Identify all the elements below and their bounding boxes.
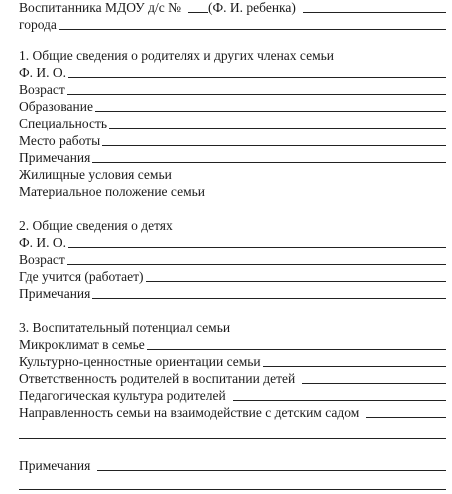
values-line: [19, 354, 446, 370]
footer-notes-continuation-field[interactable]: [19, 489, 446, 490]
values-label: Культурно-ценностные ориентации семьи: [19, 354, 261, 369]
child-study-line: [19, 269, 446, 285]
child-age-label: Возраст: [19, 252, 65, 267]
parent-education-line: [19, 99, 446, 115]
header-pupil-line: [19, 0, 446, 16]
child-fio-field[interactable]: [68, 247, 446, 248]
section1-title: 1. Общие сведения о родителях и других членах семьи: [19, 48, 335, 63]
child-name-field[interactable]: [303, 12, 446, 13]
parent-education-field[interactable]: [95, 111, 446, 112]
footer-notes-field[interactable]: [97, 470, 446, 471]
parent-specialty-label: Специальность: [19, 116, 108, 131]
pedagogical-label: Педагогическая культура родителей: [19, 388, 226, 403]
city-label: города: [19, 17, 57, 32]
parent-workplace-label: Место работы: [19, 133, 101, 148]
pupil-label: Воспитанника МДОУ д/с №: [19, 0, 181, 15]
microclimate-field[interactable]: [147, 349, 446, 350]
parent-age-line: [19, 82, 446, 98]
parent-specialty-line: [19, 116, 446, 132]
housing-line: [19, 167, 446, 183]
parent-notes-field[interactable]: [92, 162, 446, 163]
city-field[interactable]: [59, 29, 446, 30]
material-line: [19, 184, 446, 200]
direction-continuation-field[interactable]: [19, 438, 446, 439]
parent-age-label: Возраст: [19, 82, 65, 97]
section3-title: 3. Воспитательный потенциал семьи: [19, 320, 231, 335]
child-fio-line: [19, 235, 446, 251]
microclimate-label: Микроклимат в семье: [19, 337, 145, 352]
parent-education-label: Образование: [19, 99, 93, 114]
footer-notes-line: [19, 458, 446, 474]
material-label: Материальное положение семьи: [19, 184, 206, 199]
responsibility-line: [19, 371, 446, 387]
child-fio-label: Ф. И. О.: [19, 235, 67, 250]
parent-fio-label: Ф. И. О.: [19, 65, 67, 80]
child-study-label: Где учится (работает): [19, 269, 144, 284]
parent-notes-label: Примечания: [19, 150, 91, 165]
parent-workplace-line: [19, 133, 446, 149]
child-age-line: [19, 252, 446, 268]
parent-fio-field[interactable]: [68, 77, 446, 78]
pedagogical-field[interactable]: [233, 400, 446, 401]
child-notes-field[interactable]: [92, 298, 446, 299]
responsibility-label: Ответственность родителей в воспитании детей: [19, 371, 296, 386]
parent-specialty-field[interactable]: [109, 128, 446, 129]
responsibility-field[interactable]: [302, 383, 446, 384]
values-field[interactable]: [263, 366, 446, 367]
parent-workplace-field[interactable]: [102, 145, 446, 146]
direction-line: [19, 405, 446, 421]
child-age-field[interactable]: [67, 264, 446, 265]
section2-title: 2. Общие сведения о детях: [19, 218, 173, 233]
child-study-field[interactable]: [146, 281, 446, 282]
pedagogical-line: [19, 388, 446, 404]
header-city-line: [19, 17, 446, 33]
direction-field[interactable]: [366, 417, 446, 418]
child-notes-label: Примечания: [19, 286, 91, 301]
kindergarten-number-field[interactable]: [188, 12, 208, 13]
direction-label: Направленность семьи на взаимодействие с детским садом: [19, 405, 360, 420]
footer-notes-label: Примечания: [19, 458, 91, 473]
housing-label: Жилищные условия семьи: [19, 167, 172, 182]
microclimate-line: [19, 337, 446, 353]
parent-notes-line: [19, 150, 446, 166]
child-notes-line: [19, 286, 446, 302]
child-name-label: (Ф. И. ребенка): [208, 0, 296, 15]
parent-fio-line: [19, 65, 446, 81]
parent-age-field[interactable]: [67, 94, 446, 95]
